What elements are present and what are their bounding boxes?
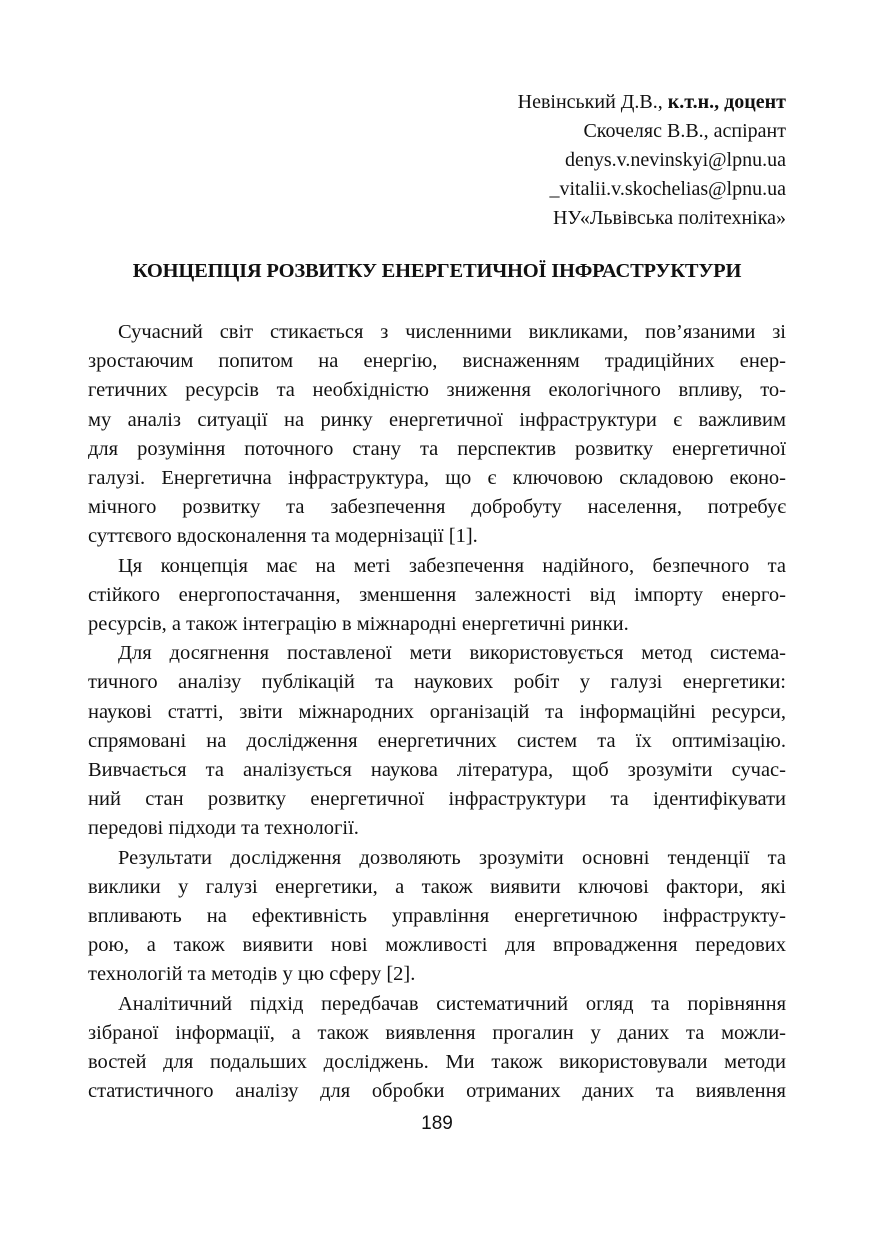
paragraph-line: впливають на ефективність управління енергетичною інфраструкту- [88, 905, 786, 928]
paper-title: КОНЦЕПЦІЯ РОЗВИТКУ ЕНЕРГЕТИЧНОЇ ІНФРАСТРУКТУРИ [132, 260, 742, 282]
author-2-line: Скочеляс В.В., аспірант [583, 120, 786, 142]
paragraph [88, 318, 786, 552]
paragraph-line: для розуміння поточного стану та перспектив розвитку енергетичної [88, 437, 786, 460]
paragraph-line: гетичних ресурсів та необхідністю зниження екологічного впливу, то- [88, 379, 786, 402]
paragraph [88, 552, 786, 640]
affiliation: НУ«Львівська політехніка» [552, 207, 786, 229]
author-2-email: _vitalii.v.skochelias@lpnu.ua [549, 178, 786, 200]
paragraph-line: рою, а також виявити нові можливості для впровадження передових [88, 934, 786, 957]
paragraph [88, 844, 786, 990]
page-number: 189 [421, 1113, 453, 1134]
paragraph-line: Для досягнення поставленої мети використовується метод система- [118, 642, 786, 665]
paragraph-line: передові підходи та технології. [88, 817, 359, 840]
paragraph-line: спрямовані на дослідження енергетичних систем та їх оптимізацію. [88, 729, 786, 752]
paragraph-line: стійкого енергопостачання, зменшення залежності від імпорту енерго- [88, 583, 786, 606]
paragraph-line: зростаючим попитом на енергію, виснаженням традиційних енер- [88, 350, 786, 373]
paragraph-line: технологій та методів у цю сферу [2]. [88, 963, 416, 986]
paragraph-line: му аналіз ситуації на ринку енергетичної інфраструктури є важливим [88, 408, 786, 431]
paragraph-line: ний стан розвитку енергетичної інфраструктури та ідентифікувати [88, 788, 786, 811]
paragraph-line: Результати дослідження дозволяють зрозуміти основні тенденції та [118, 846, 786, 869]
paragraph-line: ресурсів, а також інтеграцію в міжнародні енергетичні ринки. [88, 613, 629, 636]
paragraph-line: зібраної інформації, а також виявлення прогалин у даних та можли- [88, 1021, 786, 1044]
paragraph-line: виклики у галузі енергетики, а також виявити ключові фактори, які [88, 875, 786, 898]
paragraph [88, 990, 786, 1107]
body-text [88, 318, 786, 1106]
paragraph-line: Вивчається та аналізується наукова література, щоб зрозуміти сучас- [88, 759, 786, 782]
paragraph-line: Ця концепція має на меті забезпечення надійного, безпечного та [118, 554, 786, 577]
author-1-line [186, 88, 786, 117]
paragraph-line: Сучасний світ стикається з численними викликами, пов’язаними зі [118, 321, 786, 343]
author-1-name: Невінський Д.В., [517, 91, 668, 113]
author-block [186, 88, 786, 233]
paragraph-line: галузі. Енергетична інфраструктура, що є ключовою складовою еконо- [88, 467, 786, 490]
author-1-degree: к.т.н., доцент [667, 91, 786, 113]
paragraph-line: востей для подальших досліджень. Ми також використовували методи [88, 1051, 786, 1074]
paragraph-line: Аналітичний підхід передбачав систематичний огляд та порівняння [118, 992, 786, 1015]
paragraph-line: суттєвого вдосконалення та модернізації [1]. [88, 525, 478, 548]
paragraph-line: тичного аналізу публікацій та наукових робіт у галузі енергетики: [88, 671, 786, 694]
paragraph-line: наукові статті, звіти міжнародних організацій та інформаційні ресурси, [88, 700, 786, 723]
paragraph-line: мічного розвитку та забезпечення добробуту населення, потребує [88, 496, 786, 519]
paragraph [88, 639, 786, 843]
author-1-email: denys.v.nevinskyi@lpnu.ua [565, 149, 786, 171]
paragraph-line: статистичного аналізу для обробки отриманих даних та виявлення [88, 1080, 786, 1103]
